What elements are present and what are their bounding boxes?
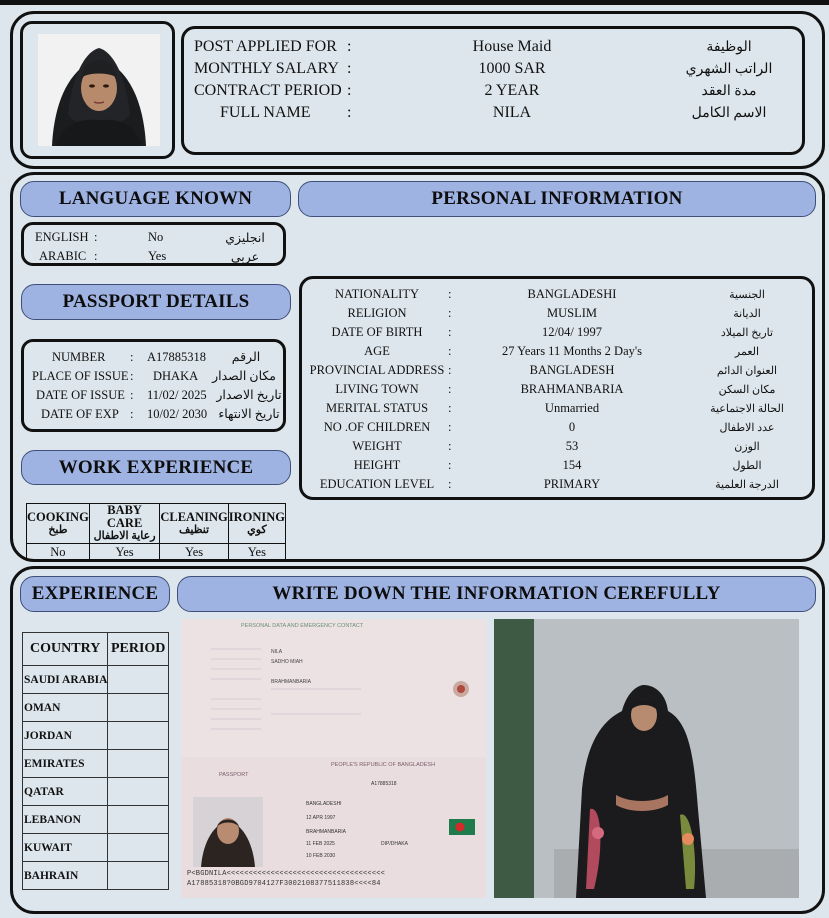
personal-label: MERITAL STATUS [325, 400, 429, 415]
colon: : [448, 476, 452, 491]
colon: : [448, 457, 452, 472]
passport-scan-dob: 12 APR 1997 [306, 815, 336, 821]
passport-scan-lines [181, 619, 486, 757]
country-name: OMAN [23, 694, 108, 722]
country-name: EMIRATES [23, 750, 108, 778]
country-header-row [23, 633, 169, 666]
personal-label: DATE OF BIRTH [331, 324, 423, 339]
passport-box [21, 339, 286, 432]
country-name: KUWAIT [23, 834, 108, 862]
personal-value: BANGLADESHI [527, 286, 617, 301]
language-row [24, 229, 284, 246]
passport-arabic: مكان الصدار [212, 369, 276, 383]
passport-scan-country: PEOPLE'S REPUBLIC OF BANGLADESH [331, 762, 436, 768]
period-cell[interactable] [108, 862, 169, 890]
period-cell[interactable] [108, 806, 169, 834]
country-table [22, 632, 169, 890]
colon: : [347, 60, 352, 77]
personal-label: NATIONALITY [334, 286, 419, 301]
contract-row [184, 80, 804, 102]
colon: : [130, 406, 134, 421]
country-row [23, 666, 169, 694]
personal-arabic: الطول [732, 459, 762, 472]
personal-value: 0 [568, 419, 576, 434]
personal-row [302, 380, 814, 398]
work-value: Yes [228, 544, 285, 561]
passport-scan-heading: PERSONAL DATA AND EMERGENCY CONTACT [241, 623, 364, 629]
passport-row [24, 405, 284, 423]
personal-value: BRAHMANBARIA [520, 381, 624, 396]
work-col-en: IRONING [228, 509, 285, 524]
work-col [89, 504, 160, 544]
salary-arabic: الراتب الشهري [685, 61, 773, 77]
country-name: JORDAN [23, 722, 108, 750]
colon: : [130, 349, 134, 364]
colon: : [448, 362, 452, 377]
name-arabic: الاسم الكامل [691, 105, 767, 121]
passport-scan-image [181, 619, 486, 898]
experience-heading: EXPERIENCE [20, 576, 170, 612]
language-value: Yes [148, 249, 167, 263]
personal-arabic: الحالة الاجتماعية [710, 402, 784, 415]
personal-label: WEIGHT [352, 438, 402, 453]
work-experience-table [26, 503, 286, 561]
top-border [0, 0, 829, 5]
colon: : [448, 400, 452, 415]
personal-label: PROVINCIAL ADDRESS [309, 362, 445, 377]
colon: : [448, 305, 452, 320]
personal-value: Unmarried [544, 400, 600, 415]
passport-scan-expiry: 10 FEB 2030 [306, 853, 336, 859]
language-arabic: انجليزي [225, 230, 265, 245]
period-cell[interactable] [108, 778, 169, 806]
language-row [24, 248, 284, 265]
language-arabic: عربي [230, 249, 260, 264]
contract-value: 2 YEAR [484, 82, 540, 99]
passport-scan-mrz [187, 869, 485, 889]
passport-label: DATE OF EXP [41, 406, 119, 421]
salary-label: MONTHLY SALARY [194, 60, 339, 77]
passport-value: 10/02/ 2030 [147, 406, 208, 421]
country-row [23, 778, 169, 806]
work-col-ar: كوي [247, 523, 267, 536]
work-header-row [27, 504, 286, 544]
full-body-photo [494, 619, 799, 898]
personal-arabic: الوزن [734, 440, 760, 453]
passport-arabic: تاريخ الاصدار [216, 388, 282, 402]
country-name: LEBANON [23, 806, 108, 834]
work-heading: WORK EXPERIENCE [21, 450, 291, 485]
passport-arabic: تاريخ الانتهاء [218, 407, 280, 421]
personal-row [302, 285, 814, 303]
colon: : [448, 343, 452, 358]
name-row [184, 102, 804, 124]
passport-scan-town-2: BRAHMANBARIA [306, 829, 347, 835]
passport-heading: PASSPORT DETAILS [21, 284, 291, 320]
language-label: ARABIC [39, 249, 87, 263]
personal-value: 27 Years 11 Months 2 Day's [502, 343, 642, 358]
personal-row [302, 399, 814, 417]
passport-row [24, 386, 284, 404]
passport-row [24, 348, 284, 366]
country-row [23, 806, 169, 834]
colon: : [130, 387, 134, 402]
personal-row [302, 323, 814, 341]
job-arabic: الوظيفة [706, 39, 752, 55]
personal-row [302, 456, 814, 474]
personal-arabic: العنوان الدائم [716, 364, 778, 377]
work-col-ar: تنظيف [178, 523, 210, 536]
period-col-header: PERIOD [108, 633, 169, 666]
personal-row [302, 475, 814, 493]
personal-heading: PERSONAL INFORMATION [298, 181, 816, 217]
passport-scan-name: NILA [271, 649, 283, 655]
work-col-ar: طبخ [48, 523, 68, 536]
personal-value: 154 [562, 457, 582, 472]
passport-value: A17885318 [147, 349, 207, 364]
country-name: BAHRAIN [23, 862, 108, 890]
personal-value: MUSLIM [546, 305, 597, 320]
personal-arabic: مكان السكن [718, 383, 776, 396]
job-value: House Maid [472, 38, 552, 55]
language-value: No [148, 230, 164, 244]
period-cell[interactable] [108, 694, 169, 722]
passport-scan-number: A17885318 [371, 781, 397, 787]
country-row [23, 750, 169, 778]
personal-arabic: تاريخ الميلاد [720, 326, 774, 339]
period-cell[interactable] [108, 834, 169, 862]
mrz-line-1: P<BGDNILA<<<<<<<<<<<<<<<<<<<<<<<<<<<<<<<<<<<< [187, 870, 386, 878]
country-col-header: COUNTRY [23, 633, 108, 666]
passport-value: 11/02/ 2025 [147, 387, 207, 402]
contract-arabic: مدة العقد [701, 83, 757, 99]
personal-arabic: الجنسية [729, 288, 765, 301]
personal-row [302, 361, 814, 379]
personal-label: EDUCATION LEVEL [319, 476, 435, 491]
colon: : [448, 324, 452, 339]
personal-label: LIVING TOWN [335, 381, 419, 396]
work-col [228, 504, 285, 544]
mrz-line-2: A17885318?0BGD9704127F3002108377511838<<<<84 [187, 880, 381, 888]
job-label: POST APPLIED FOR [194, 38, 337, 55]
work-value: No [27, 544, 90, 561]
passport-label: DATE OF ISSUE [36, 387, 125, 402]
personal-row [302, 437, 814, 455]
personal-arabic: الدرجة العلمية [715, 478, 779, 491]
personal-arabic: عدد الاطفال [719, 421, 775, 434]
personal-row [302, 342, 814, 360]
personal-value: PRIMARY [543, 476, 601, 491]
language-box [21, 222, 286, 266]
passport-scan-father: SADHO MIAH [271, 659, 303, 665]
language-heading: LANGUAGE KNOWN [20, 181, 291, 217]
salary-value: 1000 SAR [478, 60, 546, 77]
personal-label: HEIGHT [353, 457, 401, 472]
personal-value: 12/04/ 1997 [541, 324, 603, 339]
personal-arabic: العمر [734, 345, 760, 358]
name-label: FULL NAME [220, 104, 311, 121]
passport-scan-flag [449, 819, 475, 835]
name-value: NILA [492, 104, 532, 121]
period-cell[interactable] [108, 722, 169, 750]
country-row [23, 834, 169, 862]
colon: : [94, 230, 98, 244]
passport-label: NUMBER [52, 349, 106, 364]
work-col [27, 504, 90, 544]
colon: : [347, 38, 352, 55]
passport-scan-word: PASSPORT [219, 772, 249, 778]
personal-label: AGE [364, 343, 390, 358]
job-row [184, 36, 804, 58]
work-value: Yes [160, 544, 228, 561]
period-cell[interactable] [108, 666, 169, 694]
passport-scan-town: BRAHMANBARIA [271, 679, 312, 685]
passport-scan-authority: DIP/DHAKA [381, 841, 408, 847]
passport-label: PLACE OF ISSUE [32, 368, 129, 383]
passport-scan-issue: 11 FEB 2025 [306, 841, 335, 847]
country-row [23, 862, 169, 890]
passport-value: DHAKA [153, 368, 199, 383]
work-col-en: CLEANING [160, 509, 228, 524]
work-value: Yes [89, 544, 160, 561]
profile-photo [38, 34, 160, 146]
work-col [160, 504, 228, 544]
personal-row [302, 418, 814, 436]
salary-row [184, 58, 804, 80]
personal-value: 53 [565, 438, 579, 453]
passport-arabic: الرقم [231, 350, 261, 364]
colon: : [94, 249, 98, 263]
personal-info-box [299, 276, 815, 500]
personal-label: NO .OF CHILDREN [323, 419, 431, 434]
passport-scan-holder-photo [193, 797, 263, 867]
passport-scan-bottom [181, 757, 486, 898]
passport-scan-top [181, 619, 486, 757]
colon: : [448, 286, 452, 301]
write-heading: WRITE DOWN THE INFORMATION CEREFULLY [177, 576, 816, 612]
colon: : [347, 104, 352, 121]
profile-photo-frame [20, 21, 175, 159]
personal-row [302, 304, 814, 322]
personal-label: RELIGION [347, 305, 407, 320]
language-label: ENGLISH [35, 230, 89, 244]
colon: : [347, 82, 352, 99]
job-info-box [181, 26, 805, 155]
country-row [23, 722, 169, 750]
contract-label: CONTRACT PERIOD [194, 82, 342, 99]
personal-arabic: الديانة [733, 307, 761, 320]
work-value-row [27, 544, 286, 561]
country-row [23, 694, 169, 722]
country-name: SAUDI ARABIA [23, 666, 108, 694]
personal-value: BANGLADESH [529, 362, 615, 377]
country-name: QATAR [23, 778, 108, 806]
country-rows [23, 666, 169, 890]
work-col-en: BABY CARE [106, 503, 143, 530]
colon: : [130, 368, 134, 383]
colon: : [448, 419, 452, 434]
colon: : [448, 381, 452, 396]
period-cell[interactable] [108, 750, 169, 778]
work-col-ar: رعاية الاطفال [93, 530, 156, 542]
colon: : [448, 438, 452, 453]
work-col-en: COOKING [27, 509, 89, 524]
passport-scan-nationality: BANGLADESHI [306, 801, 342, 807]
passport-row [24, 367, 284, 385]
